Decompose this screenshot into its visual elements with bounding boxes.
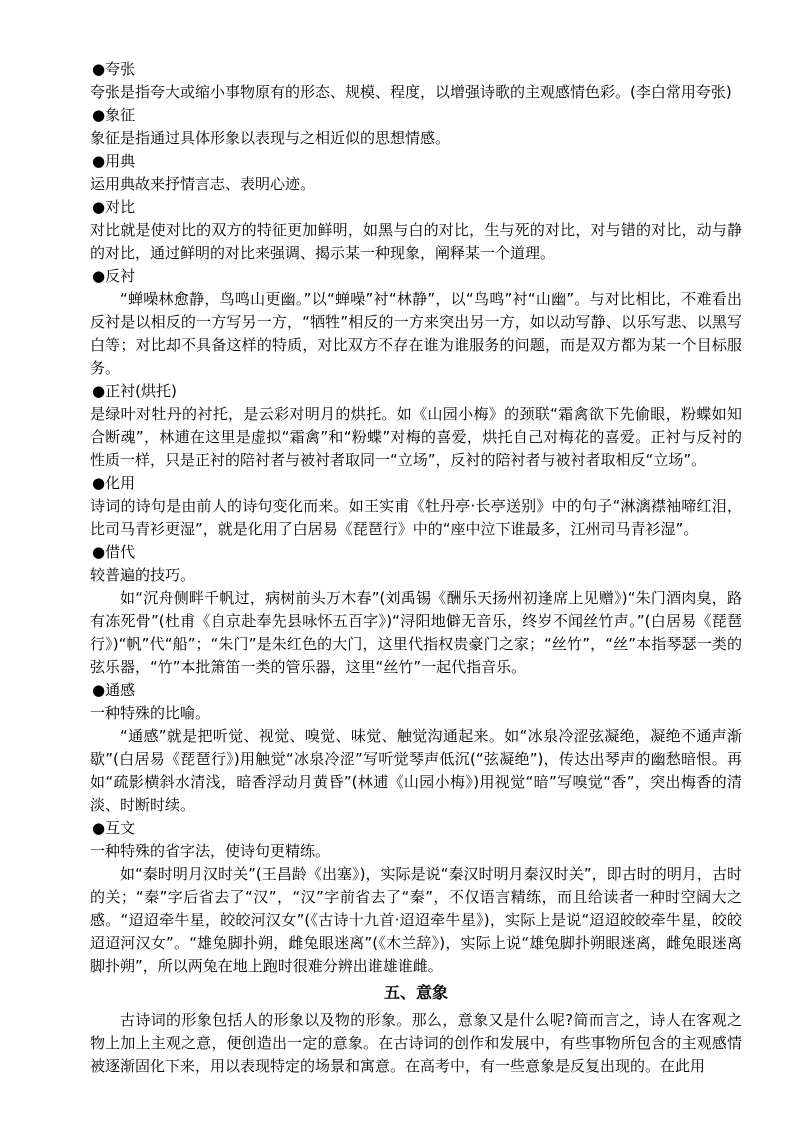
technique-heading: ●对比 <box>92 198 136 216</box>
technique-paragraph: 诗词的诗句是由前人的诗句变化而来。如王实甫《牡丹亭·长亭送别》中的句子“淋漓襟袖啼红泪，比司马青衫更湿”，就是化用了白居易《琵琶行》中的“座中泣下谁最多，江州司马青衫湿”。 <box>90 497 742 538</box>
technique-section <box>90 150 742 196</box>
technique-paragraph: 象征是指通过具体形象以表现与之相近似的思想情感。 <box>90 129 451 147</box>
technique-heading: ●反衬 <box>92 267 136 285</box>
technique-paragraph: “蝉噪林愈静，鸟鸣山更幽。”以“蝉噪”衬“林静”，以“鸟鸣”衬“山幽”。与对比相比，不难看出反衬是以相反的一方写另一方，“牺牲”相反的一方来突出另一方，如以动写静、以乐写悲、以黑写白等；对比却不具备这样的特质，对比双方不存在谁为谁服务的问题，而是双方都为某一个目标服务。 <box>90 290 742 377</box>
technique-paragraph: 如“沉舟侧畔千帆过，病树前头万木春”(刘禹锡《酬乐天扬州初逢席上见赠》)“朱门酒肉臭，路有冻死骨”(杜甫《自京赴奉先县咏怀五百字》)“浔阳地僻无音乐，终岁不闻丝竹声。”(白居易《琵琶行》)“帆”代“船”；“朱门”是朱红色的大门，这里代指权贵豪门之家；“丝竹”，“丝”本指琴瑟一类的弦乐器，“竹”本批箫笛一类的管乐器，这里“丝竹”一起代指音乐。 <box>90 589 742 676</box>
technique-section <box>90 380 742 472</box>
technique-heading: ●互文 <box>92 819 136 837</box>
technique-paragraph: 是绿叶对牡丹的衬托，是云彩对明月的烘托。如《山园小梅》的颈联“霜禽欲下先偷眼，粉蝶如知合断魂”，林逋在这里是虚拟“霜禽”和“粉蝶”对梅的喜爱，烘托自己对梅花的喜爱。正衬与反衬的性质一样，只是正衬的陪衬者与被衬者取同一“立场”，反衬的陪衬者与被衬者取相反“立场”。 <box>90 405 742 469</box>
section-title: 五、意象 <box>383 983 448 1002</box>
closing-paragraph: 古诗词的形象包括人的形象以及物的形象。那么，意象又是什么呢?简而言之，诗人在客观之物上加上主观之意，便创造出一定的意象。在古诗词的创作和发展中，有些事物所包含的主观感情被逐渐固化下来，用以表现特定的场景和寓意。在高考中，有一些意象是反复出现的。在此用 <box>90 1011 742 1075</box>
technique-paragraph: 夸张是指夸大或缩小事物原有的形态、规模、程度，以增强诗歌的主观感情色彩。(李白常用夸张) <box>90 83 732 101</box>
technique-section <box>90 472 742 541</box>
technique-paragraph: 较普遍的技巧。 <box>90 566 196 584</box>
technique-paragraph: 如“秦时明月汉时关”(王昌龄《出塞》)，实际是说“秦汉时明月秦汉时关”，即古时的明月，古时的关；“秦”字后省去了“汉”，“汉”字前省去了“秦”，不仅语言精练，而且给读者一种时空阔大之感。“迢迢牵牛星，皎皎河汉女”(《古诗十九首·迢迢牵牛星》)，实际上是说“迢迢皎皎牵牛星，皎皎迢迢河汉女”。“雄兔脚扑朔，雌兔眼迷离”(《木兰辞》)，实际上说“雄兔脚扑朔眼迷离，雌兔眼迷离脚扑朔”，所以两兔在地上跑时很难分辨出谁雄谁雌。 <box>90 865 742 975</box>
technique-heading: ●夸张 <box>92 60 136 78</box>
technique-paragraph: 运用典故来抒情言志、表明心迹。 <box>90 175 316 193</box>
technique-heading: ●象征 <box>92 106 136 124</box>
technique-section <box>90 196 742 265</box>
technique-section <box>90 58 742 104</box>
technique-section <box>90 817 742 978</box>
technique-heading: ●化用 <box>92 474 136 492</box>
technique-paragraph: 一种特殊的省字法，使诗句更精练。 <box>90 842 331 860</box>
technique-heading: ●通感 <box>92 681 136 699</box>
technique-section <box>90 265 742 380</box>
technique-section <box>90 104 742 150</box>
technique-heading: ●借代 <box>92 543 136 561</box>
technique-paragraph: 对比就是使对比的双方的特征更加鲜明，如黑与白的对比，生与死的对比，对与错的对比，动与静的对比，通过鲜明的对比来强调、揭示某一种现象，阐释某一个道理。 <box>90 221 742 262</box>
technique-paragraph: 一种特殊的比喻。 <box>90 704 211 722</box>
document-body <box>90 58 742 1078</box>
technique-heading: ●用典 <box>92 152 136 170</box>
technique-section <box>90 679 742 817</box>
technique-list <box>90 58 742 978</box>
technique-heading: ●正衬(烘托) <box>92 382 177 400</box>
technique-paragraph: “通感”就是把听觉、视觉、嗅觉、味觉、触觉沟通起来。如“冰泉冷涩弦凝绝，凝绝不通声渐歇”(白居易《琵琶行》)用触觉“冰泉冷涩”写听觉琴声低沉(“弦凝绝”)，传达出琴声的幽愁暗恨。再如“疏影横斜水清浅，暗香浮动月黄昏”(林逋《山园小梅》)用视觉“暗”写嗅觉“香”，突出梅香的清淡、时断时续。 <box>90 727 742 814</box>
technique-section <box>90 541 742 679</box>
